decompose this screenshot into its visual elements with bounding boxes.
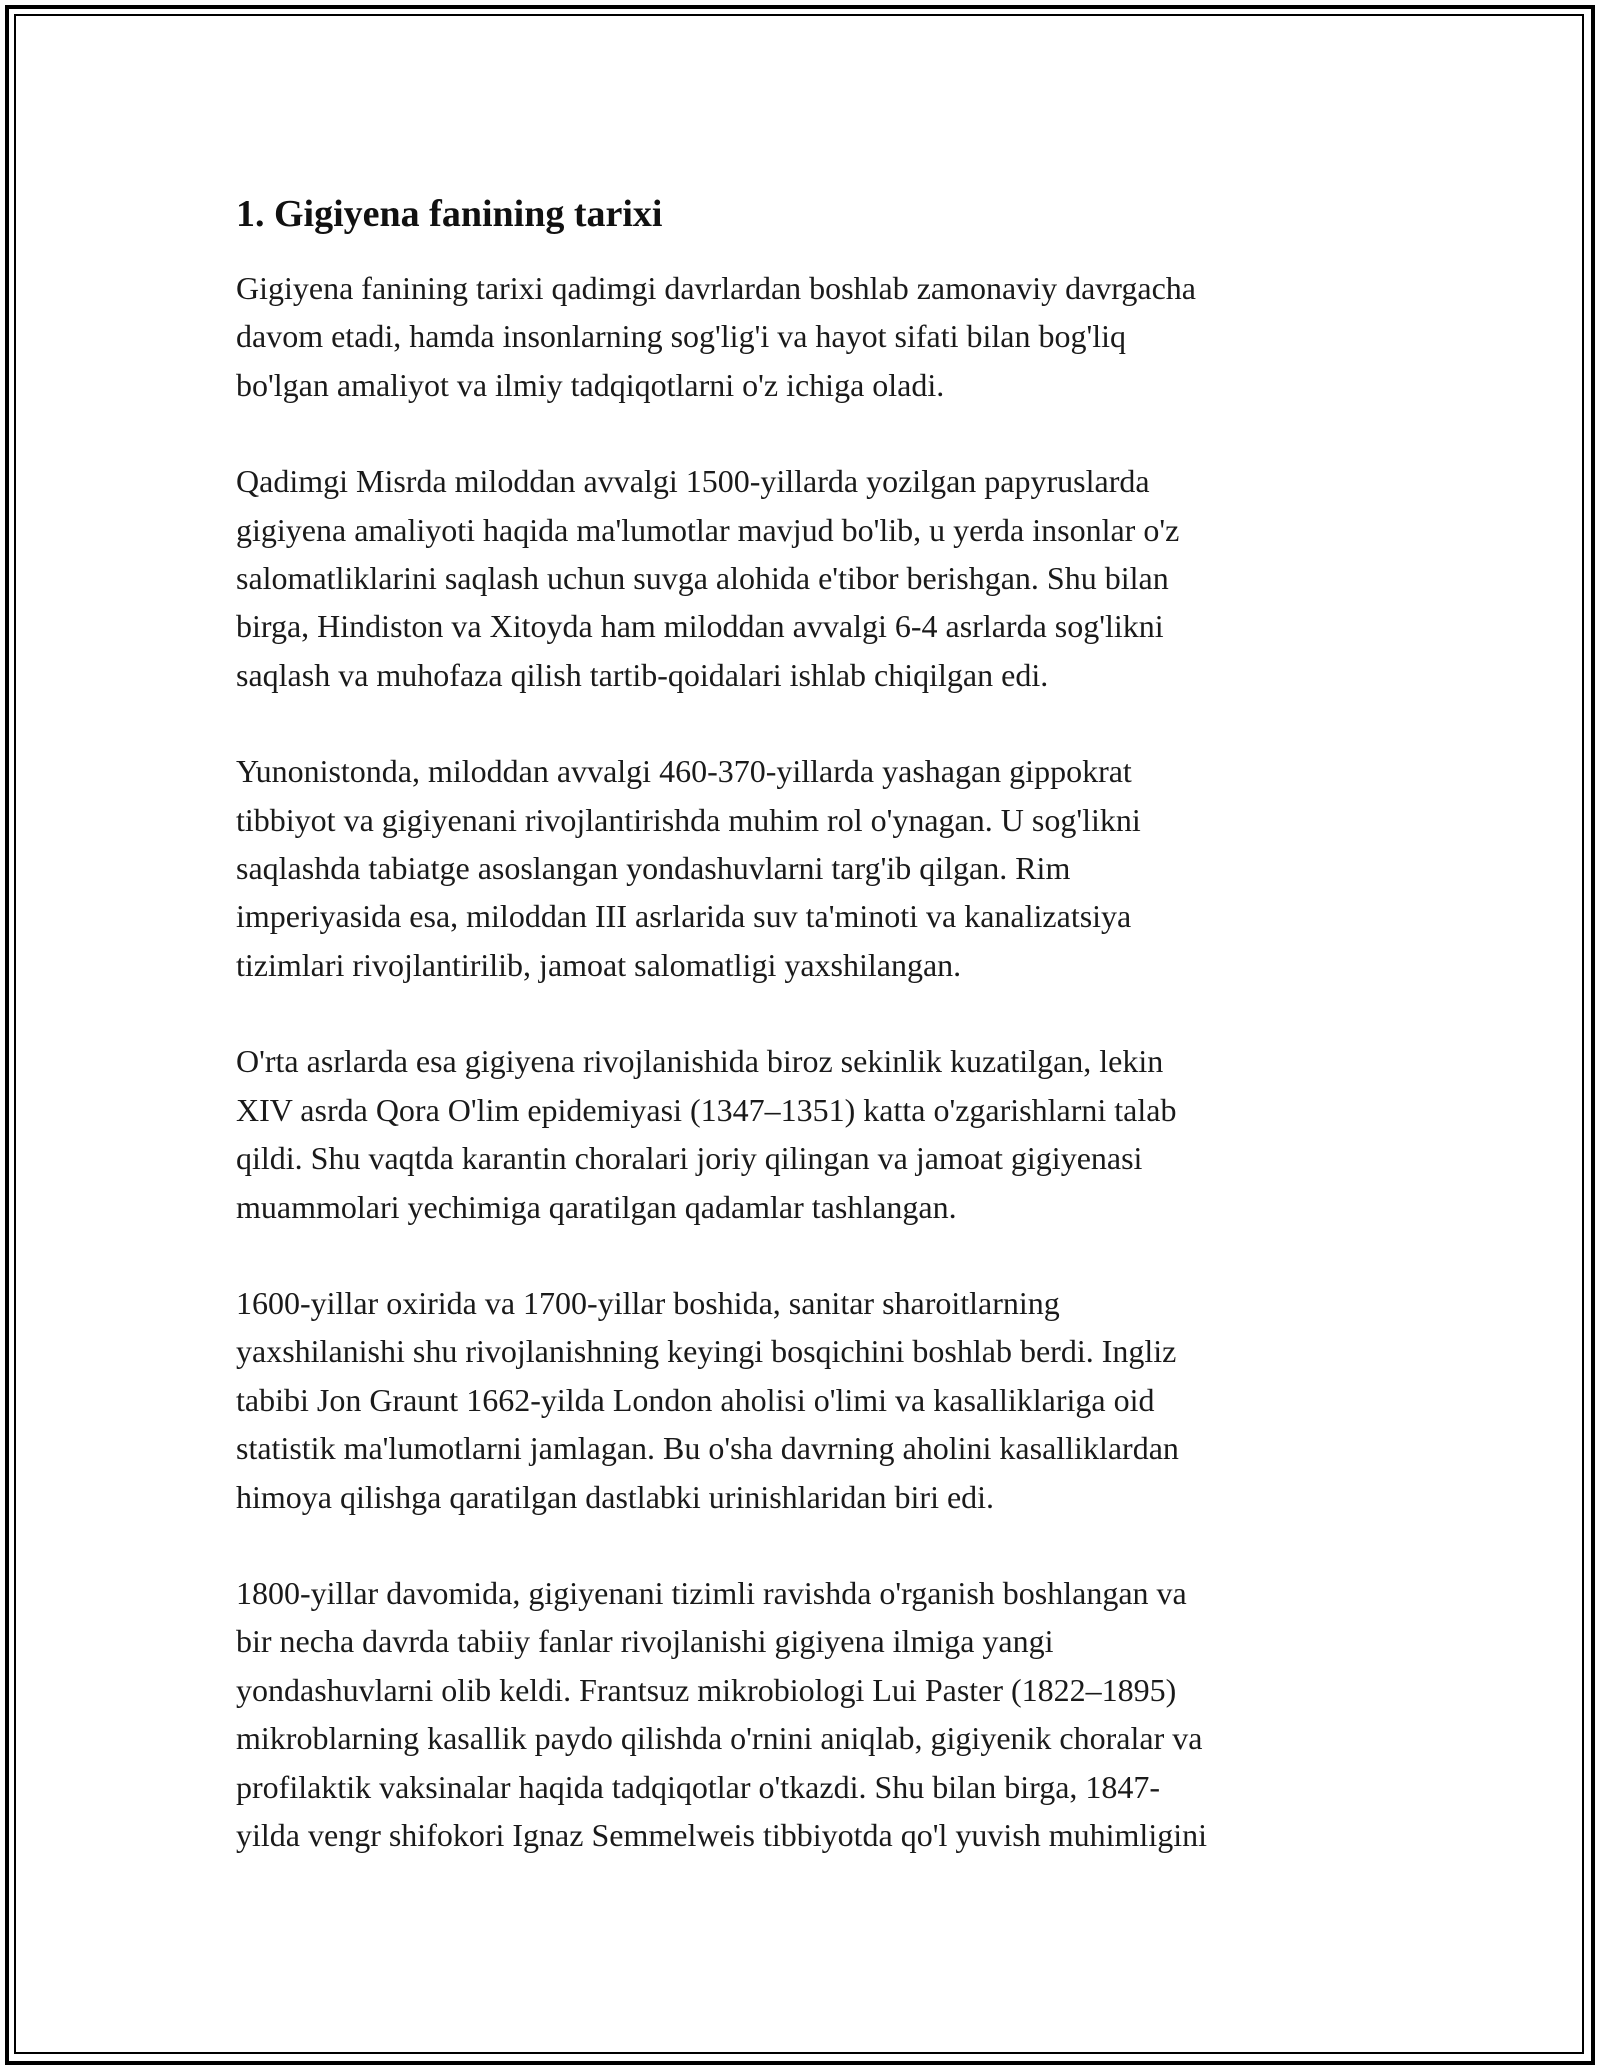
text-line: tizimlari rivojlantirilib, jamoat salomatligi yaxshilangan. (236, 946, 962, 983)
text-line: statistik ma'lumotlarni jamlagan. Bu o'sha davrning aholini kasalliklardan (236, 1430, 1179, 1467)
text-line: imperiyasida esa, miloddan III asrlarida suv ta'minoti va kanalizatsiya (236, 898, 1132, 935)
text-line: 1600-yillar oxirida va 1700-yillar boshida, sanitar sharoitlarning (236, 1284, 1060, 1321)
text-line: gigiyena amaliyoti haqida ma'lumotlar mavjud bo'lib, u yerda insonlar o'z (236, 511, 1180, 548)
paragraph (236, 1569, 1366, 1859)
text-line: mikroblarning kasallik paydo qilishda o'rnini aniqlab, gigiyenik choralar va (236, 1720, 1203, 1757)
text-line: yilda vengr shifokori Ignaz Semmelweis tibbiyotda qo'l yuvish muhimligini (236, 1816, 1207, 1853)
text-line: O'rta asrlarda esa gigiyena rivojlanishida biroz sekinlik kuzatilgan, lekin (236, 1043, 1164, 1080)
document-body (236, 186, 1366, 1907)
paragraph (236, 457, 1366, 699)
text-line: Qadimgi Misrda miloddan avvalgi 1500-yillarda yozilgan papyruslarda (236, 463, 1150, 500)
paragraph (236, 264, 1366, 409)
text-line: davom etadi, hamda insonlarning sog'lig'i va hayot sifati bilan bog'liq (236, 318, 1127, 355)
text-line: tabibi Jon Graunt 1662-yilda London aholisi o'limi va kasalliklariga oid (236, 1381, 1155, 1418)
paragraph-list (236, 264, 1366, 1859)
text-line: tibbiyot va gigiyenani rivojlantirishda muhim rol o'ynagan. U sog'likni (236, 801, 1141, 838)
text-line: profilaktik vaksinalar haqida tadqiqotlar o'tkazdi. Shu bilan birga, 1847- (236, 1768, 1161, 1805)
text-line: muammolari yechimiga qaratilgan qadamlar tashlangan. (236, 1188, 957, 1225)
text-line: himoya qilishga qaratilgan dastlabki urinishlaridan biri edi. (236, 1478, 995, 1515)
text-line: Gigiyena fanining tarixi qadimgi davrlardan boshlab zamonaviy davrgacha (236, 270, 1196, 306)
text-line: saqlashda tabiatge asoslangan yondashuvlarni targ'ib qilgan. Rim (236, 850, 1071, 887)
text-line: bo'lgan amaliyot va ilmiy tadqiqotlarni o'z ichiga oladi. (236, 366, 945, 403)
paragraph (236, 1037, 1366, 1231)
text-line: 1800-yillar davomida, gigiyenani tizimli ravishda o'rganish boshlangan va (236, 1574, 1187, 1611)
section-heading: 1. Gigiyena fanining tarixi (236, 193, 663, 235)
paragraph (236, 747, 1366, 989)
paragraph (236, 1279, 1366, 1521)
text-line: qildi. Shu vaqtda karantin choralari joriy qilingan va jamoat gigiyenasi (236, 1140, 1143, 1177)
text-line: yaxshilanishi shu rivojlanishning keyingi bosqichini boshlab berdi. Ingliz (236, 1333, 1177, 1370)
text-line: yondashuvlarni olib keldi. Frantsuz mikrobiologi Lui Paster (1822–1895) (236, 1671, 1177, 1708)
text-line: XIV asrda Qora O'lim epidemiyasi (1347–1351) katta o'zgarishlarni talab (236, 1091, 1177, 1128)
text-line: saqlash va muhofaza qilish tartib-qoidalari ishlab chiqilgan edi. (236, 656, 1049, 693)
text-line: Yunonistonda, miloddan avvalgi 460-370-yillarda yashagan gippokrat (236, 753, 1132, 790)
text-line: bir necha davrda tabiiy fanlar rivojlanishi gigiyena ilmiga yangi (236, 1623, 1054, 1660)
text-line: salomatliklarini saqlash uchun suvga alohida e'tibor berishgan. Shu bilan (236, 560, 1169, 597)
text-line: birga, Hindiston va Xitoyda ham miloddan avvalgi 6-4 asrlarda sog'likni (236, 608, 1164, 645)
